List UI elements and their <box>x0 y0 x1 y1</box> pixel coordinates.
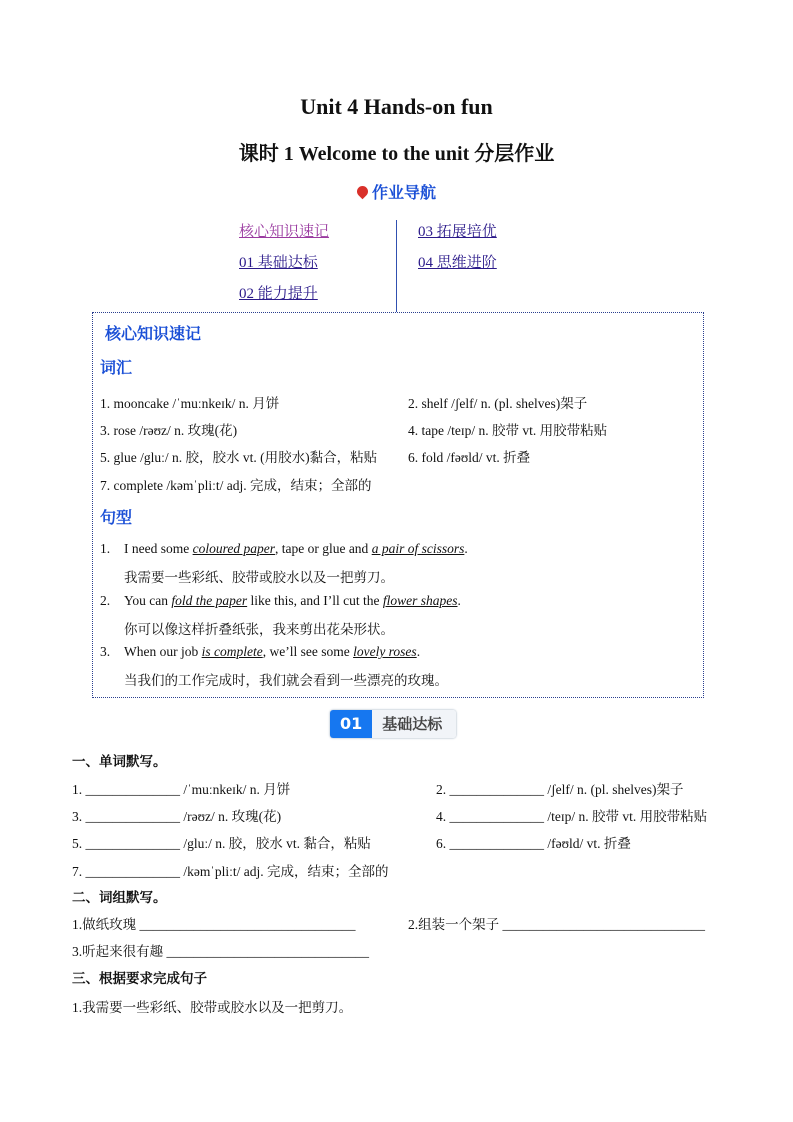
sentence-text: . <box>457 593 461 608</box>
sentence-chinese: 我需要一些彩纸、胶带或胶水以及一把剪刀。 <box>124 570 394 585</box>
vocab-item: 2. shelf /ʃelf/ n. (pl. shelves)架子 <box>408 396 588 411</box>
sentence-text: . <box>416 644 421 659</box>
q1-item: 6. ______________ /fəʊld/ vt. 折叠 <box>436 836 631 851</box>
key-phrase: is complete <box>201 644 263 659</box>
q1-item: 1. ______________ /ˈmuːnkeɪk/ n. 月饼 <box>72 782 291 797</box>
sentence-number: 1. <box>100 541 111 556</box>
nav-link-03[interactable]: 03 拓展培优 <box>418 224 497 240</box>
sentence-text: You can <box>124 593 172 608</box>
key-phrase: coloured paper <box>192 541 275 556</box>
sentence-text: , we’ll see some <box>262 644 354 659</box>
sentence-chinese: 当我们的工作完成时，我们就会看到一些漂亮的玫瑰。 <box>124 673 448 688</box>
nav-link-core[interactable]: 核心知识速记 <box>239 224 330 240</box>
section-number: 01 <box>330 710 372 738</box>
q1-item: 2. ______________ /ʃelf/ n. (pl. shelves)架子 <box>436 782 684 797</box>
sentence-number: 3. <box>100 644 111 659</box>
vocab-item: 7. complete /kəmˈpliːt/ adj. 完成，结束；全部的 <box>100 478 372 493</box>
sentence-english <box>124 593 461 609</box>
nav-divider <box>396 220 397 312</box>
core-knowledge-box <box>92 312 704 698</box>
sentence-text: , tape or glue and <box>274 541 372 556</box>
q3-item: 1.我需要一些彩纸、胶带或胶水以及一把剪刀。 <box>72 1000 353 1015</box>
nav-link-02[interactable]: 02 能力提升 <box>239 286 318 302</box>
sentence-english <box>124 644 420 660</box>
nav-heading <box>0 180 793 203</box>
sentence-number: 2. <box>100 593 111 608</box>
q1-heading: 一、单词默写。 <box>72 754 167 770</box>
q1-item: 3. ______________ /rəʊz/ n. 玫瑰(花) <box>72 809 282 824</box>
sentence-heading: 句型 <box>100 508 133 527</box>
page-subtitle: 课时 1 Welcome to the unit 分层作业 <box>238 143 555 165</box>
key-phrase: flower shapes <box>382 593 458 608</box>
section-label: 基础达标 <box>372 710 456 738</box>
q2-item: 1.做纸玫瑰 ________________________________ <box>72 917 356 932</box>
q2-item: 2.组装一个架子 ______________________________ <box>408 917 705 932</box>
location-pin-icon <box>355 184 371 200</box>
q3-heading: 三、根据要求完成句子 <box>72 971 207 987</box>
sentence-chinese: 你可以像这样折叠纸张，我来剪出花朵形状。 <box>124 622 394 637</box>
vocab-item: 3. rose /rəʊz/ n. 玫瑰(花) <box>100 423 238 438</box>
key-phrase: fold the paper <box>171 593 248 608</box>
q1-item: 5. ______________ /gluː/ n. 胶，胶水 vt. 黏合，粘贴 <box>72 836 371 851</box>
key-phrase: lovely roses <box>353 644 417 659</box>
sentence-text: like this, and I’ll cut the <box>247 593 383 608</box>
nav-heading-text: 作业导航 <box>371 183 436 202</box>
page-title: Unit 4 Hands-on fun <box>300 94 493 119</box>
nav-link-04[interactable]: 04 思维进阶 <box>418 255 497 271</box>
vocab-item: 1. mooncake /ˈmuːnkeɪk/ n. 月饼 <box>100 396 280 411</box>
core-heading: 核心知识速记 <box>105 324 202 343</box>
q2-heading: 二、词组默写。 <box>72 890 167 906</box>
sentence-text: . <box>464 541 468 556</box>
vocab-heading: 词汇 <box>100 358 133 377</box>
sentence-text: When our job <box>124 644 202 659</box>
sentence-english <box>124 541 468 557</box>
section-01-badge <box>330 710 456 738</box>
q1-item: 7. ______________ /kəmˈpliːt/ adj. 完成，结束；全部的 <box>72 864 389 879</box>
nav-link-01[interactable]: 01 基础达标 <box>239 255 318 271</box>
vocab-item: 6. fold /fəʊld/ vt. 折叠 <box>408 450 531 465</box>
vocab-item: 4. tape /teɪp/ n. 胶带 vt. 用胶带粘贴 <box>408 423 608 438</box>
vocab-item: 5. glue /gluː/ n. 胶，胶水 vt. (用胶水)黏合，粘贴 <box>100 450 378 465</box>
q1-item: 4. ______________ /teɪp/ n. 胶带 vt. 用胶带粘贴 <box>436 809 708 824</box>
sentence-text: I need some <box>124 541 193 556</box>
q2-item: 3.听起来很有趣 ______________________________ <box>72 944 369 959</box>
key-phrase: a pair of scissors <box>371 541 465 556</box>
